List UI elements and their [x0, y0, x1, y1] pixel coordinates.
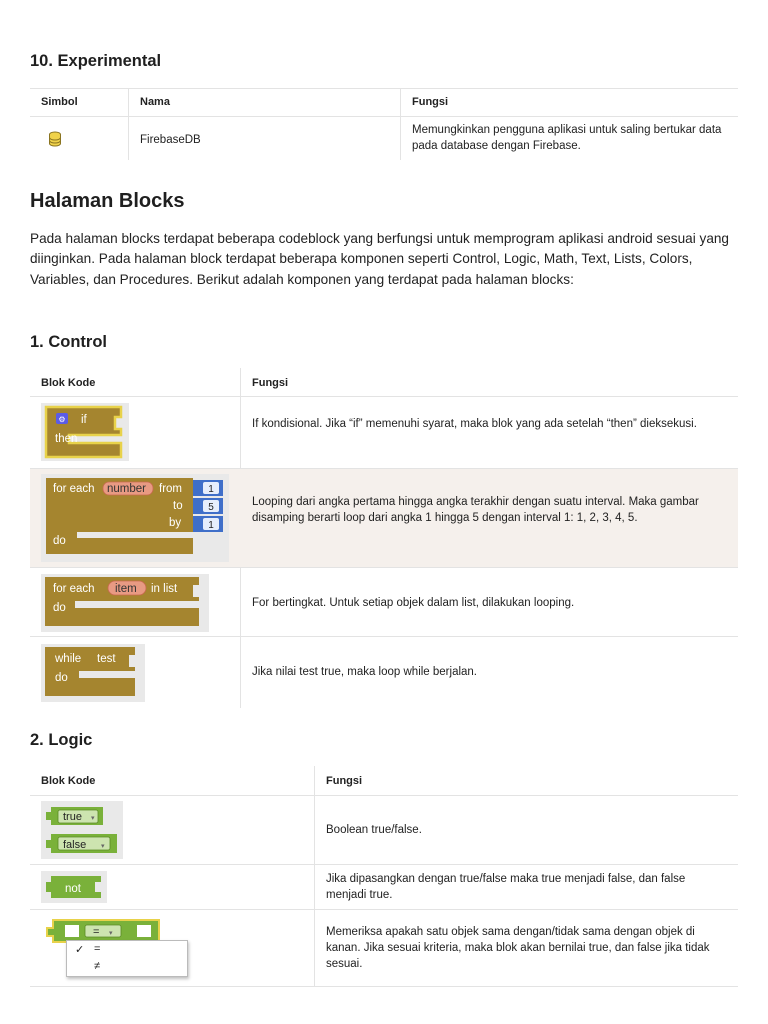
do-label: do [53, 602, 66, 614]
database-icon [48, 131, 62, 152]
false-label: false [63, 839, 87, 851]
menu-item-not-equal[interactable]: ≠ [94, 960, 101, 972]
true-false-block [41, 801, 123, 859]
column-header-fungsi: Fungsi [252, 377, 289, 389]
column-header-blok-kode: Blok Kode [41, 377, 96, 389]
column-header-fungsi: Fungsi [326, 775, 363, 787]
svg-text:⚙: ⚙ [58, 415, 66, 424]
fungsi-cell: Memeriksa apakah satu objek sama dengan/tidak sama dengan objek di kanan. Jika sesuai kriteria, maka blok akan bernilai true, dan false jika tidak sesuai. [326, 926, 710, 970]
section-heading-control: 1. Control [30, 333, 107, 351]
if-then-block [41, 403, 129, 461]
table-divider [30, 116, 738, 117]
section-heading-logic: 2. Logic [30, 731, 93, 749]
do-label: do [55, 672, 68, 684]
if-label: if [81, 414, 87, 426]
fungsi-cell: Boolean true/false. [326, 824, 422, 836]
from-value: 1 [208, 484, 214, 495]
item-variable: item [115, 583, 137, 595]
table-divider [128, 88, 129, 160]
not-block [41, 871, 107, 903]
table-divider [314, 766, 315, 986]
from-label: from [159, 483, 182, 495]
table-divider [400, 88, 401, 160]
table-divider [30, 636, 738, 637]
while-test-block [41, 644, 145, 702]
menu-item-equal[interactable]: ✓ = [75, 943, 101, 956]
svg-text:▾: ▾ [91, 815, 95, 822]
then-label: then [55, 433, 78, 445]
table-divider [30, 567, 738, 568]
table-divider [30, 986, 738, 987]
by-value: 1 [208, 520, 214, 531]
fungsi-cell: For bertingkat. Untuk setiap objek dalam list, dilakukan looping. [252, 597, 575, 609]
table-divider [30, 795, 738, 796]
check-icon: ✓ [75, 944, 85, 956]
to-label: to [173, 500, 183, 512]
not-label: not [65, 883, 81, 895]
fungsi-cell: Jika nilai test true, maka loop while berjalan. [252, 666, 478, 678]
column-header-fungsi: Fungsi [412, 96, 449, 108]
eq-operator: = [93, 926, 100, 938]
to-value: 5 [208, 502, 214, 513]
section-heading-experimental: 10. Experimental [30, 52, 162, 70]
do-label: do [53, 535, 66, 547]
table-divider [30, 909, 738, 910]
true-label: true [63, 811, 82, 823]
fungsi-cell: Memungkinkan pengguna aplikasi untuk saling bertukar data pada database dengan Firebase. [412, 124, 722, 152]
fungsi-cell: Jika dipasangkan dengan true/false maka true menjadi false, dan false menjadi true. [326, 873, 686, 901]
number-variable: number [107, 483, 146, 495]
table-divider [30, 396, 738, 397]
intro-paragraph: Pada halaman blocks terdapat beberapa codeblock yang berfungsi untuk memprogram aplikasi android sesuai yang diinginkan. Pada halaman block terdapat beberapa komponen seperti Control, Logic, Math, Text, Lists, Colors, Variables, dan Procedures. Berikut adalah komponen yang terdapat pada halaman blocks: [30, 231, 729, 287]
svg-text:▾: ▾ [101, 843, 105, 850]
page-title: Halaman Blocks [30, 190, 185, 212]
for-each-label: for each [53, 483, 95, 495]
while-label: while [55, 653, 82, 665]
fungsi-cell: If kondisional. Jika “if” memenuhi syarat, maka blok yang ada setelah “then” dieksekusi. [252, 418, 697, 430]
nama-cell: FirebaseDB [140, 134, 201, 146]
test-label: test [97, 653, 116, 665]
table-divider [30, 864, 738, 865]
column-header-nama: Nama [140, 96, 170, 108]
column-header-blok-kode: Blok Kode [41, 775, 96, 787]
column-header-simbol: Simbol [41, 96, 78, 108]
svg-text:▾: ▾ [109, 930, 113, 937]
for-each-label: for each [53, 583, 95, 595]
fungsi-cell: Looping dari angka pertama hingga angka terakhir dengan suatu interval. Maka gambar disamping berarti loop dari angka 1 hingga 5 dengan interval 1: 1, 2, 3, 4, 5. [252, 496, 699, 524]
for-each-number-block [41, 474, 229, 562]
operator-dropdown-menu[interactable] [66, 940, 188, 977]
for-each-item-block [41, 574, 209, 632]
in-list-label: in list [151, 583, 178, 595]
table-divider [30, 88, 738, 89]
by-label: by [169, 517, 182, 529]
